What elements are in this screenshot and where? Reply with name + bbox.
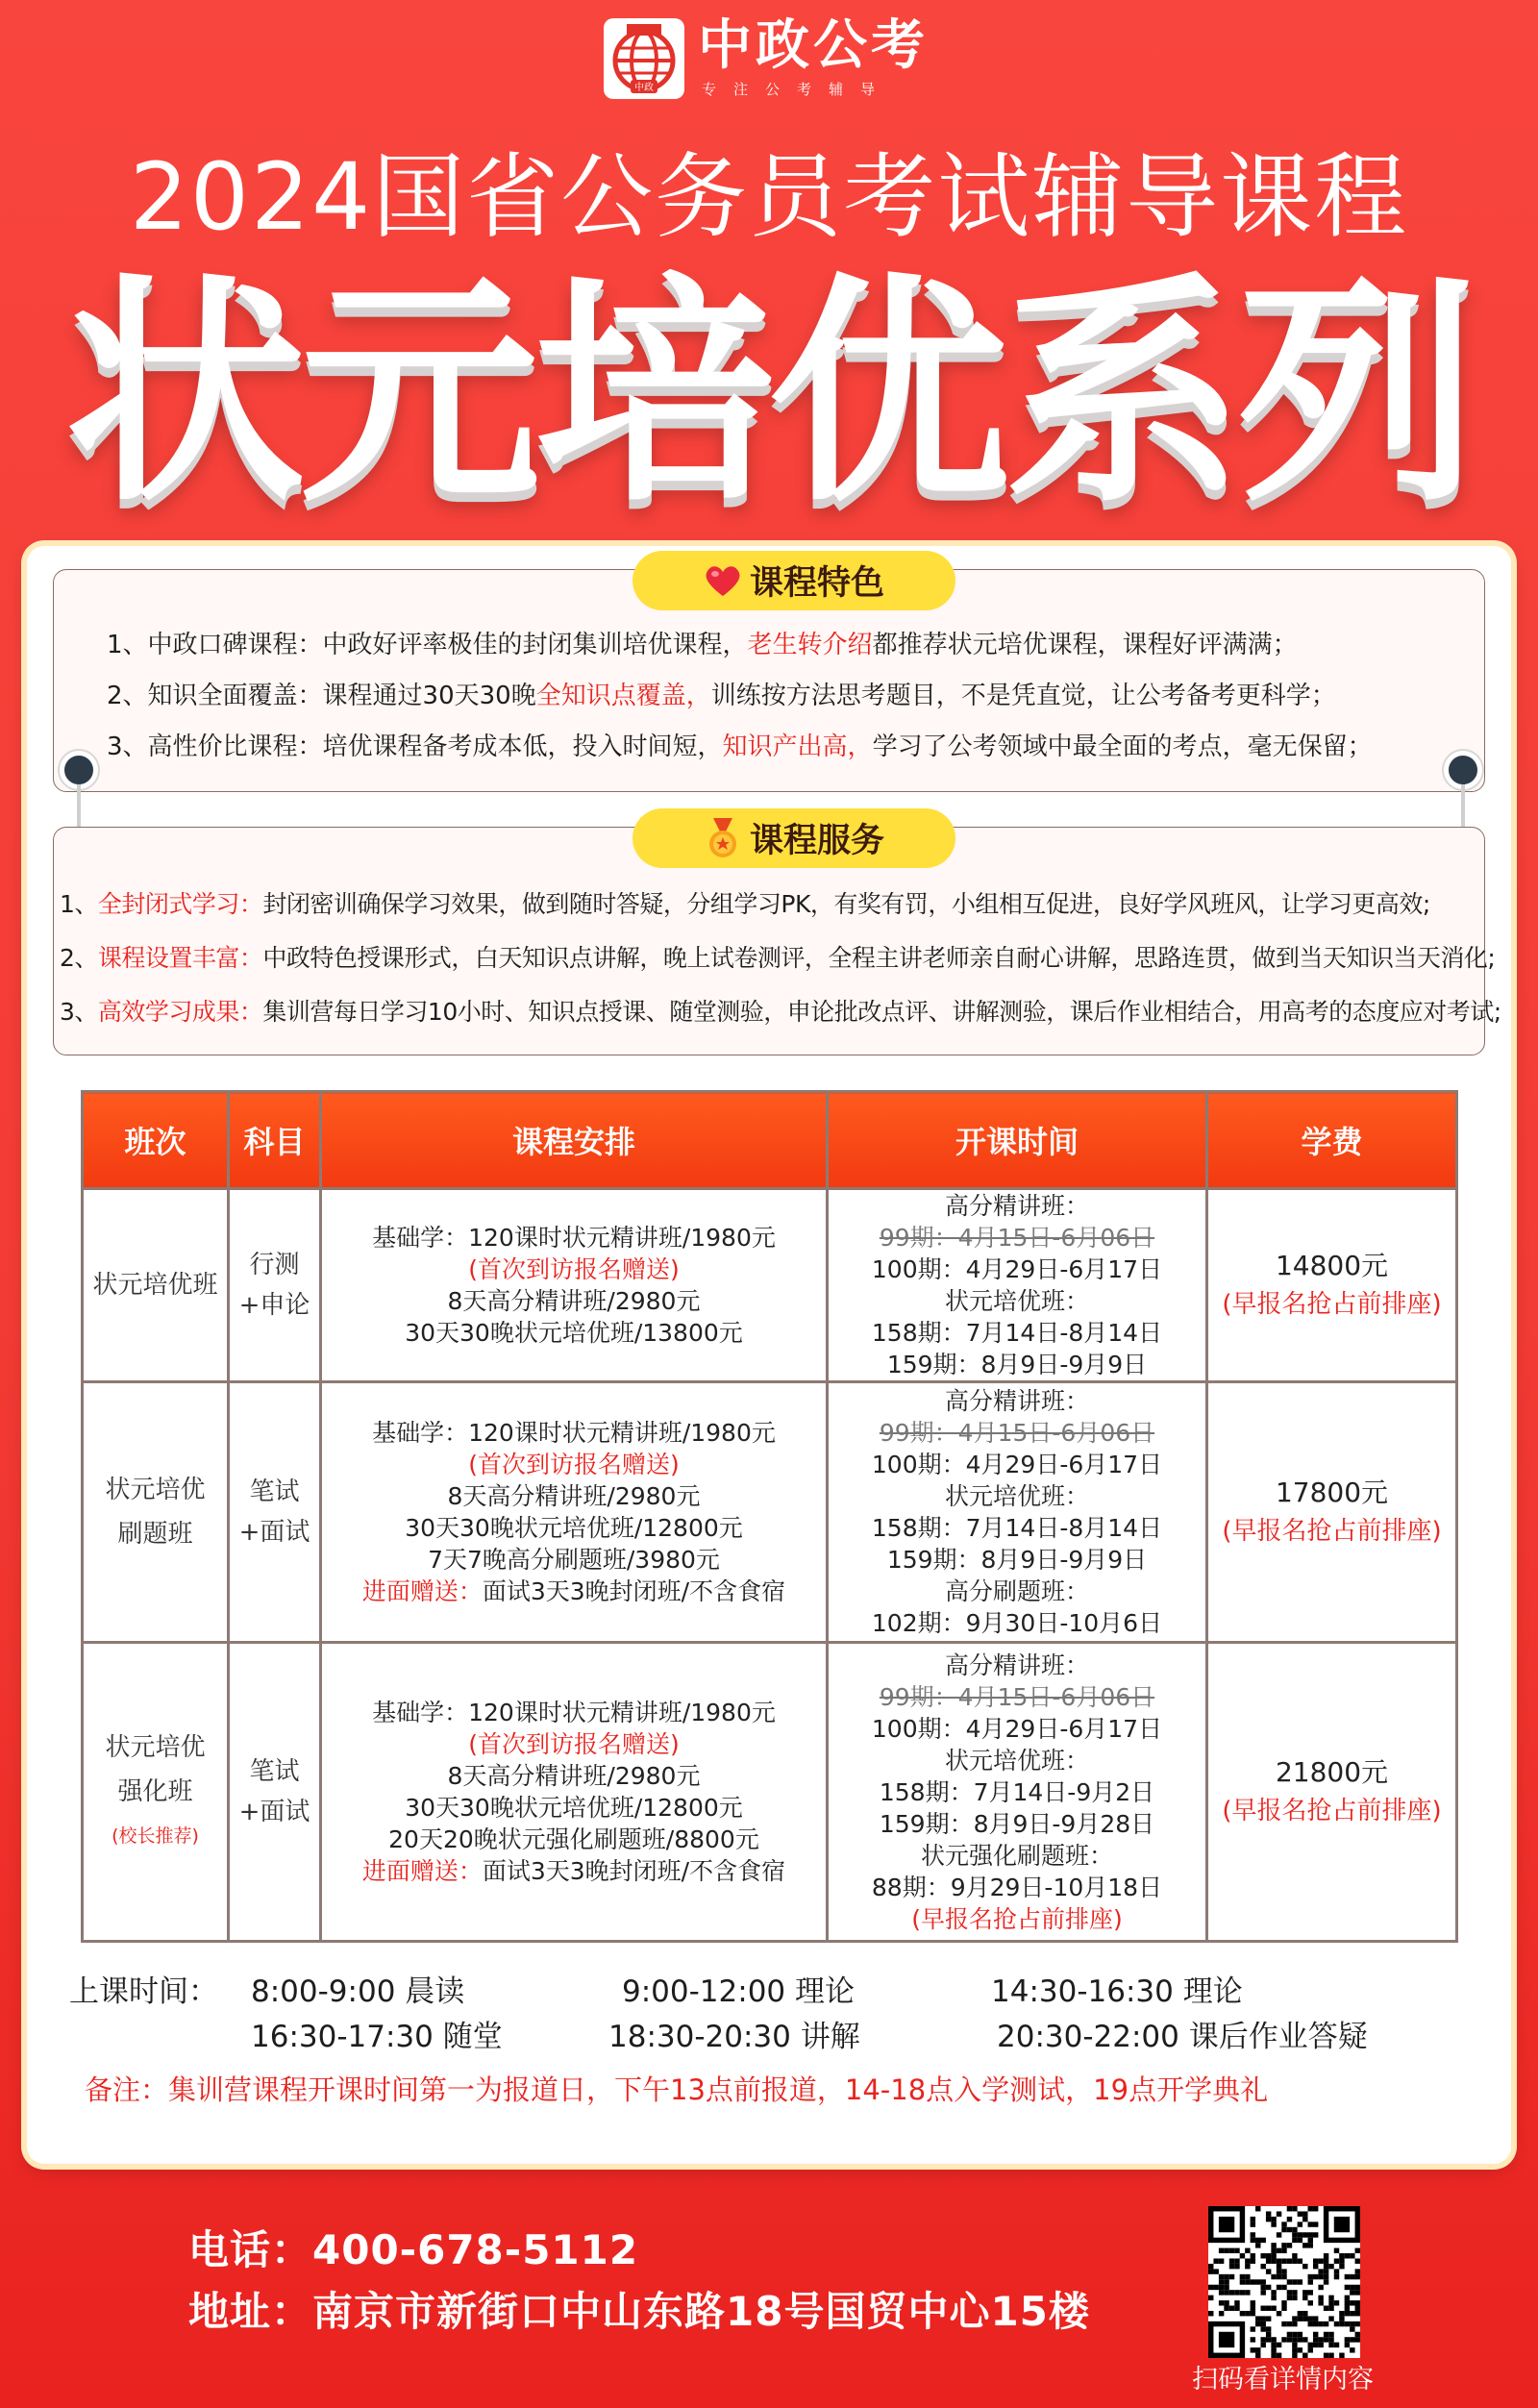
subject-cell [229,1643,321,1942]
phone-number: 电话：400-678-5112 [188,2226,639,2273]
date-line: 99期：4月15日-6月06日 [879,1224,1155,1252]
service-1-num: 1、 [60,890,98,918]
plan-line: 基础学：120课时状元精讲班/1980元 [372,1419,776,1447]
header-dates: 开课时间 [828,1092,1207,1189]
fee-note: (早报名抢占前排座) [1222,1797,1442,1825]
binder-hole-icon [60,751,98,789]
brand-logo [604,14,929,99]
qr-code-icon[interactable] [1208,2206,1360,2358]
binder-ring [1461,784,1465,832]
date-line: 88期：9月29日-10月18日 [871,1873,1163,1901]
date-line: 159期：8月9日-9月28日 [879,1809,1155,1838]
feature-1-highlight: 老生转介绍 [747,631,873,659]
date-line: (早报名抢占前排座) [911,1904,1123,1933]
date-line: 99期：4月15日-6月06日 [879,1419,1155,1447]
date-line: 158期：7月14日-8月14日 [871,1319,1163,1347]
plan-line: 7天7晚高分刷题班/3980元 [428,1546,720,1574]
date-line: 状元强化刷题班： [920,1841,1113,1870]
service-item-3 [60,993,1501,1031]
class-name-cell [83,1643,229,1942]
remark-note: 备注：集训营课程开课时间第一为报道日，下午13点前报道，14-18点入学测试，19点开学典礼 [85,2073,1269,2106]
fee-cell [1207,1643,1457,1942]
binder-hole-icon [1444,751,1482,789]
date-line: 102期：9月30日-10月6日 [871,1609,1163,1637]
services-title: 课程服务 [749,822,884,860]
header-subject: 科目 [229,1092,321,1189]
service-item-1 [60,885,1430,924]
schedule-slot: 18:30-20:30 讲解 [608,2020,860,2054]
dates-cell [828,1382,1207,1643]
heart-icon [704,563,742,598]
page-subtitle: 2024国省公务员考试辅导课程 [129,143,1409,251]
features-title-pill [633,551,955,610]
page-title: 状元培优系列 [65,254,1473,534]
plan-line: 8天高分精讲班/2980元 [447,1482,701,1510]
class-name-cell [83,1382,229,1643]
fee-cell [1207,1382,1457,1643]
recommend-tag: (校长推荐) [112,1825,199,1847]
table-row [83,1382,1457,1643]
service-item-2 [60,939,1495,978]
date-line: 99期：4月15日-6月06日 [879,1682,1155,1711]
class-name: 强化班 [117,1777,193,1806]
gift-text: 面试3天3晚封闭班/不含食宿 [482,1857,786,1885]
fee-note: (早报名抢占前排座) [1222,1290,1442,1319]
subject-text: +申论 [238,1291,310,1320]
service-2-num: 2、 [60,944,98,972]
plan-line: 30天30晚状元培优班/13800元 [405,1319,743,1347]
plan-cell [321,1189,828,1382]
feature-1-suffix: 都推荐状元培优课程，课程好评满满； [872,631,1298,659]
plan-cell [321,1382,828,1643]
qr-caption: 扫码看详情内容 [1192,2365,1374,2395]
date-line: 100期：4月29日-6月17日 [871,1255,1163,1283]
feature-2-suffix: 训练按方法思考题目，不是凭直觉，让公考备考更科学； [710,682,1336,710]
fee-note: (早报名抢占前排座) [1222,1517,1442,1546]
plan-line: 8天高分精讲班/2980元 [447,1287,701,1315]
class-name: 刷题班 [117,1520,193,1549]
feature-item-2 [107,677,1336,715]
subject-text: 行测 [249,1251,300,1279]
date-line: 状元培优班： [944,1746,1089,1775]
plan-line: 基础学：120课时状元精讲班/1980元 [372,1699,776,1726]
schedule-slot: 9:00-12:00 理论 [622,1974,855,2009]
course-table [81,1090,1458,1943]
class-name: 状元培优 [105,1476,206,1504]
class-name: 状元培优 [105,1733,206,1762]
features-panel [53,564,1485,792]
plan-line: 30天30晚状元培优班/12800元 [405,1794,743,1822]
schedule-slot: 8:00-9:00 晨读 [251,1974,465,2009]
feature-item-1 [107,626,1298,664]
logo-badge-text: 中政 [634,82,654,93]
header-class: 班次 [83,1092,229,1189]
schedule-slot: 14:30-16:30 理论 [991,1974,1243,2009]
content-card [27,546,1511,2164]
plan-line: 8天高分精讲班/2980元 [447,1762,701,1790]
table-row [83,1189,1457,1382]
feature-2-highlight: 全知识点覆盖， [535,682,711,710]
fee-amount: 21800元 [1275,1756,1389,1788]
feature-3-prefix: 3、高性价比课程：培优课程备考成本低，投入时间短， [107,732,723,761]
gift-label: 进面赠送： [361,1857,483,1885]
date-line: 158期：7月14日-9月2日 [879,1777,1155,1806]
date-line: 状元培优班： [944,1482,1089,1510]
date-line: 100期：4月29日-6月17日 [871,1451,1163,1478]
subject-cell [229,1189,321,1382]
header-plan: 课程安排 [321,1092,828,1189]
gift-text: 面试3天3晚封闭班/不含食宿 [482,1577,786,1605]
plan-line [322,1576,826,1607]
feature-1-prefix: 1、中政口碑课程：中政好评率极佳的封闭集训培优课程， [107,631,748,659]
subject-text: +面试 [238,1798,310,1826]
date-line: 158期：7月14日-8月14日 [871,1514,1163,1542]
subject-cell [229,1382,321,1643]
binder-ring [77,784,81,832]
date-line: 高分精讲班： [944,1387,1089,1415]
plan-line: (首次到访报名赠送) [468,1451,680,1478]
feature-3-suffix: 学习了公考领域中最全面的考点，毫无保留； [872,732,1373,761]
fee-amount: 17800元 [1275,1477,1389,1508]
schedule-label: 上课时间： [69,1974,218,2009]
services-title-pill [633,808,955,868]
date-line: 高分精讲班： [944,1651,1089,1679]
dates-cell [828,1189,1207,1382]
class-name-cell [83,1189,229,1382]
plan-line [322,1855,826,1887]
header-fee: 学费 [1207,1092,1457,1189]
table-header-row [83,1092,1457,1189]
feature-3-highlight: 知识产出高， [722,732,873,761]
brand-tagline: 专注公考辅导 [702,81,893,98]
service-2-highlight: 课程设置丰富： [97,944,263,972]
dates-cell [828,1643,1207,1942]
date-line: 159期：8月9日-9月9日 [886,1546,1148,1574]
subject-text: 笔试 [249,1757,300,1786]
plan-line: 20天20晚状元强化刷题班/8800元 [388,1825,759,1853]
plan-line: 基础学：120课时状元精讲班/1980元 [372,1224,776,1252]
date-line: 高分精讲班： [944,1192,1089,1220]
medal-icon [704,818,742,858]
service-3-highlight: 高效学习成果： [97,998,263,1026]
schedule-slot: 16:30-17:30 随堂 [251,2020,503,2054]
table-row [83,1643,1457,1942]
service-3-text: 集训营每日学习10小时、知识点授课、随堂测验，申论批改点评、讲解测验，课后作业相结合，用高考的态度应对考试; [262,998,1501,1026]
schedule-slot: 20:30-22:00 课后作业答疑 [997,2020,1368,2054]
plan-line: (首次到访报名赠送) [468,1255,680,1283]
feature-2-prefix: 2、知识全面覆盖：课程通过30天30晚 [107,682,536,710]
fee-cell [1207,1189,1457,1382]
feature-item-3 [107,728,1373,766]
date-line: 状元培优班： [944,1287,1089,1315]
date-line: 100期：4月29日-6月17日 [871,1714,1163,1743]
fee-amount: 14800元 [1275,1250,1389,1281]
plan-cell [321,1643,828,1942]
date-line: 高分刷题班： [944,1577,1089,1605]
plan-line: (首次到访报名赠送) [468,1730,680,1758]
service-1-text: 封闭密训确保学习效果，做到随时答疑，分组学习PK，有奖有罚，小组相互促进，良好学风班风，让学习更高效; [262,890,1430,918]
class-name: 状元培优班 [92,1271,218,1300]
plan-line: 30天30晚状元培优班/12800元 [405,1514,743,1542]
service-2-text: 中政特色授课形式，白天知识点讲解，晚上试卷测评，全程主讲老师亲自耐心讲解，思路连贯，做到当天知识当天消化; [262,944,1496,972]
date-line: 159期：8月9日-9月9日 [886,1351,1148,1378]
brand-name: 中政公考 [698,14,929,77]
service-1-highlight: 全封闭式学习： [97,890,263,918]
service-3-num: 3、 [60,998,98,1026]
address: 地址：南京市新街口中山东路18号国贸中心15楼 [188,2288,1090,2335]
services-panel [53,822,1501,1055]
logo-globe-icon [604,18,684,99]
features-title: 课程特色 [749,564,884,603]
subject-text: 笔试 [249,1477,300,1506]
subject-text: +面试 [238,1518,310,1547]
gift-label: 进面赠送： [361,1577,483,1605]
